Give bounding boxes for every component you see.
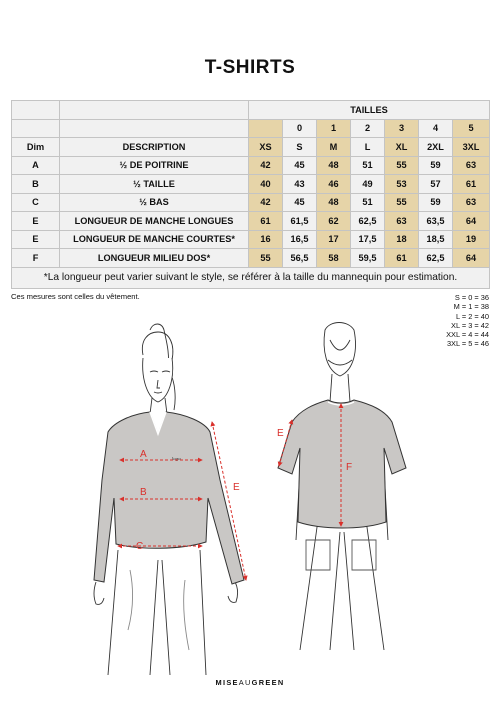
label-b: B [140, 487, 147, 498]
measurement-figure [0, 310, 500, 675]
size-number-cell: 0 [283, 119, 317, 138]
value-cell: 59 [419, 156, 453, 175]
table-row [12, 101, 490, 120]
value-cell: 55 [249, 249, 283, 268]
conversion-line: S = 0 = 36 [454, 293, 489, 302]
value-cell: 49 [351, 175, 385, 194]
value-cell: 55 [385, 156, 419, 175]
description-cell: ½ DE POITRINE [60, 156, 249, 175]
header-cell: XS [249, 138, 283, 157]
table-row [12, 193, 490, 212]
front-shirt [94, 412, 244, 584]
value-cell: 61,5 [283, 212, 317, 231]
size-number-cell: 5 [453, 119, 490, 138]
value-cell: 40 [249, 175, 283, 194]
table-row [12, 249, 490, 268]
svg-text:logo: logo [172, 456, 181, 461]
label-c: C [136, 541, 144, 552]
value-cell: 62,5 [419, 249, 453, 268]
conversion-line: L = 2 = 40 [455, 311, 489, 321]
footnote: *La longueur peut varier suivant le style, se référer à la taille du mannequin pour estimation. [12, 267, 490, 288]
value-cell: 62,5 [351, 212, 385, 231]
header-cell: 2XL [419, 138, 453, 157]
table-row [12, 119, 490, 138]
value-cell: 42 [249, 193, 283, 212]
size-number-cell: 1 [317, 119, 351, 138]
label-f: F [346, 462, 353, 473]
value-cell: 63 [453, 156, 490, 175]
size-number-cell: 3 [385, 119, 419, 138]
description-cell: ½ TAILLE [60, 175, 249, 194]
table-row [12, 156, 490, 175]
description-cell: ½ BAS [60, 193, 249, 212]
value-cell: 53 [385, 175, 419, 194]
value-cell: 61 [385, 249, 419, 268]
description-cell: LONGUEUR DE MANCHE COURTES* [60, 230, 249, 249]
value-cell: 46 [317, 175, 351, 194]
table-row [12, 175, 490, 194]
dim-cell: F [12, 249, 60, 268]
value-cell: 59 [419, 193, 453, 212]
value-cell: 45 [283, 156, 317, 175]
size-number-cell [249, 119, 283, 138]
value-cell: 18 [385, 230, 419, 249]
corner-cell [60, 119, 249, 138]
value-cell: 57 [419, 175, 453, 194]
corner-cell [12, 101, 60, 120]
table-row [12, 230, 490, 249]
corner-cell [12, 119, 60, 138]
label-a: A [140, 449, 147, 460]
value-cell: 45 [283, 193, 317, 212]
dim-cell: E [12, 212, 60, 231]
value-cell: 43 [283, 175, 317, 194]
value-cell: 64 [453, 249, 490, 268]
header-cell: S [283, 138, 317, 157]
value-cell: 55 [385, 193, 419, 212]
value-cell: 62 [317, 212, 351, 231]
value-cell: 51 [351, 156, 385, 175]
size-number-cell: 2 [351, 119, 385, 138]
dim-cell: E [12, 230, 60, 249]
value-cell: 17 [317, 230, 351, 249]
value-cell: 63 [453, 193, 490, 212]
description-cell: LONGUEUR MILIEU DOS* [60, 249, 249, 268]
label-e-back: E [277, 428, 284, 439]
conversion-line: XL = 3 = 42 [451, 320, 489, 330]
value-cell: 42 [249, 156, 283, 175]
tailles-label: TAILLES [249, 101, 490, 120]
header-cell: Dim [12, 138, 60, 157]
label-e-front: E [233, 482, 240, 493]
header-cell: DESCRIPTION [60, 138, 249, 157]
value-cell: 16,5 [283, 230, 317, 249]
dim-cell: A [12, 156, 60, 175]
value-cell: 51 [351, 193, 385, 212]
brand-logo: MISEAUGREEN [215, 678, 285, 687]
table-header-row [12, 138, 490, 157]
header-cell: 3XL [453, 138, 490, 157]
page-title: T-SHIRTS [204, 57, 296, 78]
value-cell: 61 [249, 212, 283, 231]
value-cell: 61 [453, 175, 490, 194]
conversion-line: XXL = 4 = 44 [446, 330, 489, 340]
table-row [12, 212, 490, 231]
size-table [11, 100, 490, 289]
conversion-line: M = 1 = 38 [453, 302, 489, 312]
value-cell: 18,5 [419, 230, 453, 249]
value-cell: 17,5 [351, 230, 385, 249]
value-cell: 19 [453, 230, 490, 249]
dim-cell: C [12, 193, 60, 212]
header-cell: XL [385, 138, 419, 157]
dim-cell: B [12, 175, 60, 194]
header-cell: M [317, 138, 351, 157]
description-cell: LONGUEUR DE MANCHE LONGUES [60, 212, 249, 231]
value-cell: 48 [317, 193, 351, 212]
value-cell: 63,5 [419, 212, 453, 231]
value-cell: 63 [385, 212, 419, 231]
value-cell: 16 [249, 230, 283, 249]
value-cell: 64 [453, 212, 490, 231]
measures-note: Ces mesures sont celles du vêtement. [11, 292, 140, 301]
back-shirt [278, 400, 406, 528]
value-cell: 48 [317, 156, 351, 175]
table-row [12, 267, 490, 288]
value-cell: 59,5 [351, 249, 385, 268]
value-cell: 58 [317, 249, 351, 268]
conversion-line: 3XL = 5 = 46 [446, 339, 489, 349]
value-cell: 56,5 [283, 249, 317, 268]
corner-cell [60, 101, 249, 120]
size-number-cell: 4 [419, 119, 453, 138]
header-cell: L [351, 138, 385, 157]
